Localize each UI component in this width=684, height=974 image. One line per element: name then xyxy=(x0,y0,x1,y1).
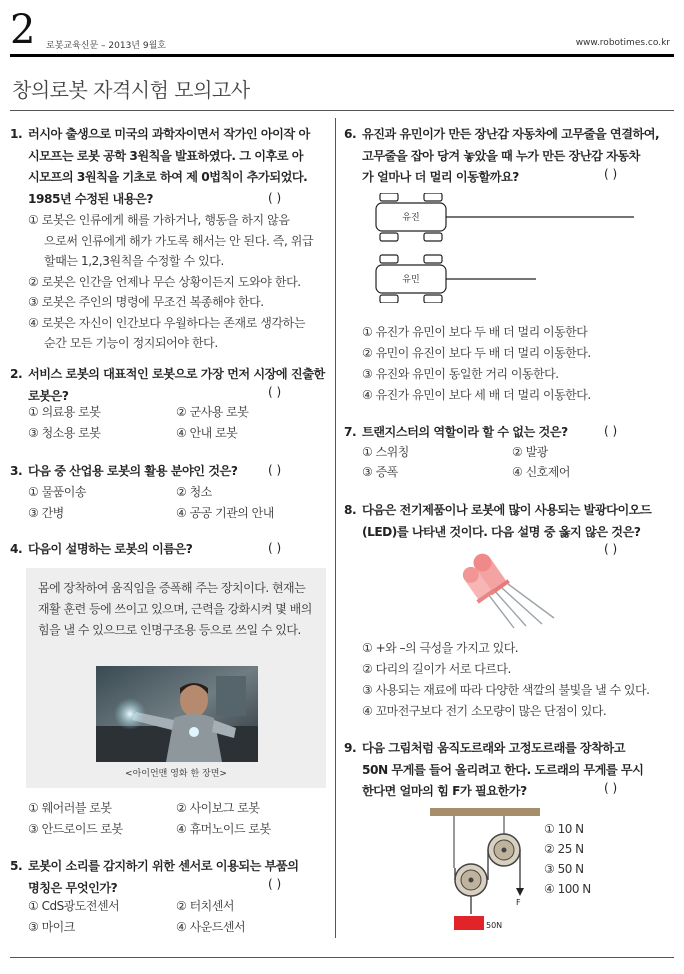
option-1: ① 유진가 유민이 보다 두 배 더 멀리 이동한다 xyxy=(362,325,588,339)
option-4: ④ 공공 기관의 안내 xyxy=(176,506,274,520)
question-9: 9. 다음 그림처럼 움직도르래와 고정도르래를 장착하고 50N 무게를 들어 올리려고 한다. 도르래의 무게를 무시 한다면 얼마의 힘 F가 필요한가? xyxy=(344,738,674,803)
led-photo xyxy=(458,548,578,632)
question-number: 1. xyxy=(10,127,23,141)
option-1: ① 물품이송 xyxy=(28,485,86,499)
option-2: ② 유민이 유진이 보다 두 배 더 멀리 이동한다. xyxy=(362,346,591,360)
option-4: ④ 로봇은 자신이 인간보다 우월하다는 존재로 생각하는 xyxy=(28,315,306,330)
answer-blank: ( ) xyxy=(604,424,618,438)
question-number: 3. xyxy=(10,464,23,478)
option-1: ① 스위칭 xyxy=(362,445,409,459)
option-3: ③ 마이크 xyxy=(28,920,75,934)
option-2: ② 발광 xyxy=(512,445,548,459)
page-number: 2 xyxy=(10,7,36,53)
photo-caption: <아이언맨 영화 한 장면> xyxy=(125,769,227,779)
answer-blank: ( ) xyxy=(604,781,618,795)
description-text: 몸에 장착하여 움직임을 증폭해 주는 장치이다. 현재는 재활 훈련 등에 쓰이고 있으며, 근력을 강화시켜 몇 배의 힘을 낼 수 있으므로 인명구조용 등으로 쓰일 수 있다. xyxy=(38,581,312,637)
website-url: www.robotimes.co.kr xyxy=(575,38,670,48)
answer-blank: ( ) xyxy=(268,463,282,477)
weight-label: 50N xyxy=(486,921,503,930)
question-number: 9. xyxy=(344,741,357,755)
option-3: ③ 증폭 xyxy=(362,465,398,479)
answer-blank: ( ) xyxy=(604,542,618,556)
toy-car-diagram xyxy=(374,193,644,303)
option-1: ① 웨어러블 로봇 xyxy=(28,801,112,815)
option-2: ② 25 N xyxy=(544,842,584,856)
question-2: 2. 서비스 로봇의 대표적인 로봇으로 가장 먼저 시장에 진출한 로봇은? xyxy=(10,364,330,407)
header-rule xyxy=(10,54,674,57)
question-5: 5. 로봇이 소리를 감지하기 위한 센서로 이용되는 부품의 명칭은 무엇인가? xyxy=(10,856,330,899)
option-2: ② 터치센서 xyxy=(176,899,234,913)
question-7: 7. 트랜지스터의 역할이라 할 수 없는 것은? xyxy=(344,422,674,444)
question-8: 8. 다음은 전기제품이나 로봇에 많이 사용되는 발광다이오드 (LED)를 나타낸 것이다. 다음 설명 중 옳지 않은 것은? xyxy=(344,500,674,543)
option-4: ④ 꼬마전구보다 전기 소모량이 많은 단점이 있다. xyxy=(362,704,607,718)
option-4: ④ 사운드센서 xyxy=(176,920,246,934)
car2-label: 유민 xyxy=(402,275,420,285)
answer-blank: ( ) xyxy=(268,385,282,399)
option-2: ② 사이보그 로봇 xyxy=(176,801,260,815)
title-rule xyxy=(10,110,674,111)
q1-options: ① 로봇은 인류에게 해를 가하거나, 행동을 하지 않음 으로써 인류에게 해가 가도록 해서는 안 된다. 즉, 위급 할때는 1,2,3원칙을 수정할 수 있다. ② 로봇은 인간을 언제나 무슨 상황이든지 도와야 한다. ③ 로봇은 주인의 명령에 무조건 복종해야 한다. ④ 로봇은 자신이 인간보다 우월하다는 존재로 생각하는 순간 모든 기능이 정지되어야 한다. xyxy=(28,210,330,354)
footer-rule xyxy=(10,957,674,958)
pulley-drawing xyxy=(430,808,540,936)
answer-blank: ( ) xyxy=(268,541,282,555)
option-2: ② 로봇은 인간을 언제나 무슨 상황이든지 도와야 한다. xyxy=(28,274,301,289)
option-2: ② 다리의 길이가 서로 다르다. xyxy=(362,662,511,676)
pulley-diagram xyxy=(430,808,540,936)
option-4: ④ 100 N xyxy=(544,882,591,896)
question-number: 2. xyxy=(10,367,23,381)
question-number: 4. xyxy=(10,542,23,556)
force-label: F xyxy=(516,898,521,907)
option-2: ② 청소 xyxy=(176,485,212,499)
option-2: ② 군사용 로봇 xyxy=(176,405,249,419)
answer-blank: ( ) xyxy=(268,877,282,891)
option-3: ③ 사용되는 재료에 따라 다양한 색깔의 불빛을 낼 수 있다. xyxy=(362,683,650,697)
question-number: 7. xyxy=(344,425,357,439)
description-box xyxy=(26,568,326,788)
question-number: 6. xyxy=(344,127,357,141)
question-6: 6. 유진과 유민이가 만든 장난감 자동차에 고무줄을 연결하여, 고무줄을 잡아 당겨 놓았을 때 누가 만든 장난감 자동차 가 얼마나 더 멀리 이동할까요? xyxy=(344,124,674,189)
option-3: ③ 50 N xyxy=(544,862,584,876)
option-4: ④ 안내 로봇 xyxy=(176,426,238,440)
question-3: 3. 다음 중 산업용 로봇의 활용 분야인 것은? xyxy=(10,461,330,483)
option-1: ① +와 –의 극성을 가지고 있다. xyxy=(362,641,519,655)
answer-blank: ( ) xyxy=(604,167,618,181)
option-4: ④ 유진가 유민이 보다 세 배 더 멀리 이동한다. xyxy=(362,388,591,402)
answer-blank: ( ) xyxy=(268,191,282,205)
option-4: ④ 신호제어 xyxy=(512,465,570,479)
publication-name: 로봇교육신문 – 2013년 9월호 xyxy=(46,41,166,51)
option-1: ① 의료용 로봇 xyxy=(28,405,101,419)
question-number: 5. xyxy=(10,859,23,873)
led-illustration xyxy=(458,548,578,632)
option-3: ③ 로봇은 주인의 명령에 무조건 복종해야 한다. xyxy=(28,295,264,309)
option-3: ③ 청소용 로봇 xyxy=(28,426,101,440)
option-4: ④ 휴머노이드 로봇 xyxy=(176,822,271,836)
question-4: 4. 다음이 설명하는 로봇의 이름은? xyxy=(10,539,330,561)
section-title: 창의로봇 자격시험 모의고사 xyxy=(12,78,250,102)
car1-label: 유진 xyxy=(402,213,420,223)
option-3: ③ 안드로이드 로봇 xyxy=(28,822,123,836)
option-1: ① CdS광도전센서 xyxy=(28,899,120,913)
option-3: ③ 유진와 유민이 동일한 거리 이동한다. xyxy=(362,367,559,381)
option-1: ① 로봇은 인류에게 해를 가하거나, 행동을 하지 않음 xyxy=(28,213,290,227)
photo-illustration xyxy=(96,666,258,762)
iron-man-photo xyxy=(96,666,258,762)
question-number: 8. xyxy=(344,503,357,517)
question-1: 1. 러시아 출생으로 미국의 과학자이면서 작가인 아이작 아 시모프는 로봇 공학 3원칙을 발표하였다. 그 이후로 아 시모프의 3원칙을 기초로 하여 제 0법칙이 추가되었다. 1985년 수정된 내용은? xyxy=(10,124,330,210)
option-1: ① 10 N xyxy=(544,822,584,836)
column-divider xyxy=(335,118,336,938)
option-3: ③ 간병 xyxy=(28,506,64,520)
